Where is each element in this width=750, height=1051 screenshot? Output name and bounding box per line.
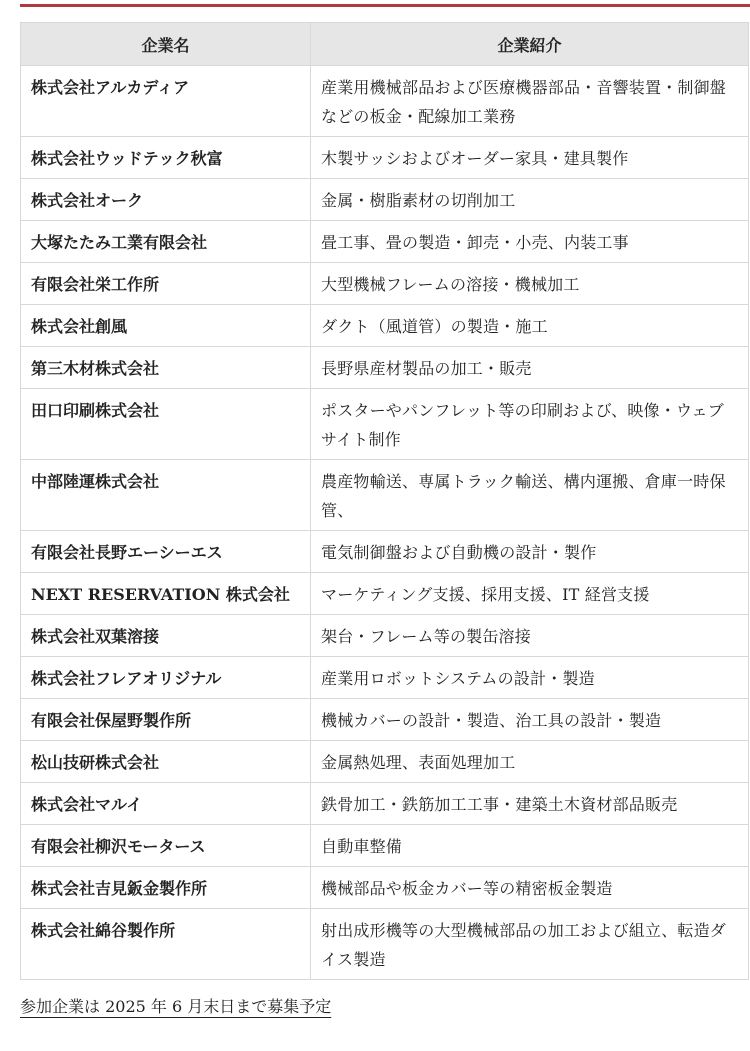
company-name-cell: 株式会社綿谷製作所 (21, 909, 311, 980)
table-row (21, 825, 749, 867)
company-description-cell: 農産物輸送、専属トラック輸送、構内運搬、倉庫一時保管、 (311, 460, 749, 531)
company-description-cell: 架台・フレーム等の製缶溶接 (311, 615, 749, 657)
company-description-cell: マーケティング支援、採用支援、IT 経営支援 (311, 573, 749, 615)
table-row (21, 66, 749, 137)
company-name-cell: 第三木材株式会社 (21, 347, 311, 389)
table-row (21, 867, 749, 909)
company-name-cell: 田口印刷株式会社 (21, 389, 311, 460)
table-row (21, 347, 749, 389)
company-description-cell: 畳工事、畳の製造・卸売・小売、内装工事 (311, 221, 749, 263)
company-name-cell: 株式会社フレアオリジナル (21, 657, 311, 699)
company-description-cell: 鉄骨加工・鉄筋加工工事・建築土木資材部品販売 (311, 783, 749, 825)
table-row (21, 741, 749, 783)
company-description-cell: 長野県産材製品の加工・販売 (311, 347, 749, 389)
recruitment-footnote: 参加企業は 2025 年 6 月末日まで募集予定 (20, 997, 332, 1016)
table-row (21, 531, 749, 573)
company-description-cell: 大型機械フレームの溶接・機械加工 (311, 263, 749, 305)
company-name-cell: 株式会社双葉溶接 (21, 615, 311, 657)
company-name-cell: 松山技研株式会社 (21, 741, 311, 783)
company-name-cell: 株式会社マルイ (21, 783, 311, 825)
table-row (21, 657, 749, 699)
table-row (21, 179, 749, 221)
table-row (21, 137, 749, 179)
top-accent-rule (20, 4, 750, 7)
table-row (21, 460, 749, 531)
company-description-cell: 機械カバーの設計・製造、治工具の設計・製造 (311, 699, 749, 741)
company-name-cell: 株式会社ウッドテック秋富 (21, 137, 311, 179)
table-row (21, 573, 749, 615)
company-description-cell: ダクト（風道管）の製造・施工 (311, 305, 749, 347)
company-description-cell: 金属熱処理、表面処理加工 (311, 741, 749, 783)
company-name-cell: 有限会社栄工作所 (21, 263, 311, 305)
company-name-cell: 中部陸運株式会社 (21, 460, 311, 531)
table-row (21, 615, 749, 657)
company-description-cell: 産業用機械部品および医療機器部品・音響装置・制御盤などの板金・配線加工業務 (311, 66, 749, 137)
company-name-cell: 株式会社吉見鈑金製作所 (21, 867, 311, 909)
table-header-row (21, 23, 749, 66)
company-name-cell: 株式会社アルカディア (21, 66, 311, 137)
company-name-cell: 株式会社オーク (21, 179, 311, 221)
table-row (21, 389, 749, 460)
company-name-cell: 有限会社長野エーシーエス (21, 531, 311, 573)
column-header-company-description: 企業紹介 (311, 23, 749, 66)
company-description-cell: 射出成形機等の大型機械部品の加工および組立、転造ダイス製造 (311, 909, 749, 980)
table-row (21, 221, 749, 263)
company-description-cell: 産業用ロボットシステムの設計・製造 (311, 657, 749, 699)
company-description-cell: 金属・樹脂素材の切削加工 (311, 179, 749, 221)
company-name-cell: 株式会社創風 (21, 305, 311, 347)
company-table (20, 22, 749, 980)
company-description-cell: 電気制御盤および自動機の設計・製作 (311, 531, 749, 573)
table-row (21, 305, 749, 347)
company-description-cell: ポスターやパンフレット等の印刷および、映像・ウェブサイト制作 (311, 389, 749, 460)
company-name-cell: NEXT RESERVATION 株式会社 (21, 573, 311, 615)
table-row (21, 263, 749, 305)
company-name-cell: 大塚たたみ工業有限会社 (21, 221, 311, 263)
company-description-cell: 木製サッシおよびオーダー家具・建具製作 (311, 137, 749, 179)
table-row (21, 909, 749, 980)
company-name-cell: 有限会社保屋野製作所 (21, 699, 311, 741)
table-row (21, 699, 749, 741)
column-header-company-name: 企業名 (21, 23, 311, 66)
company-description-cell: 自動車整備 (311, 825, 749, 867)
company-description-cell: 機械部品や板金カバー等の精密板金製造 (311, 867, 749, 909)
table-row (21, 783, 749, 825)
company-name-cell: 有限会社柳沢モータース (21, 825, 311, 867)
